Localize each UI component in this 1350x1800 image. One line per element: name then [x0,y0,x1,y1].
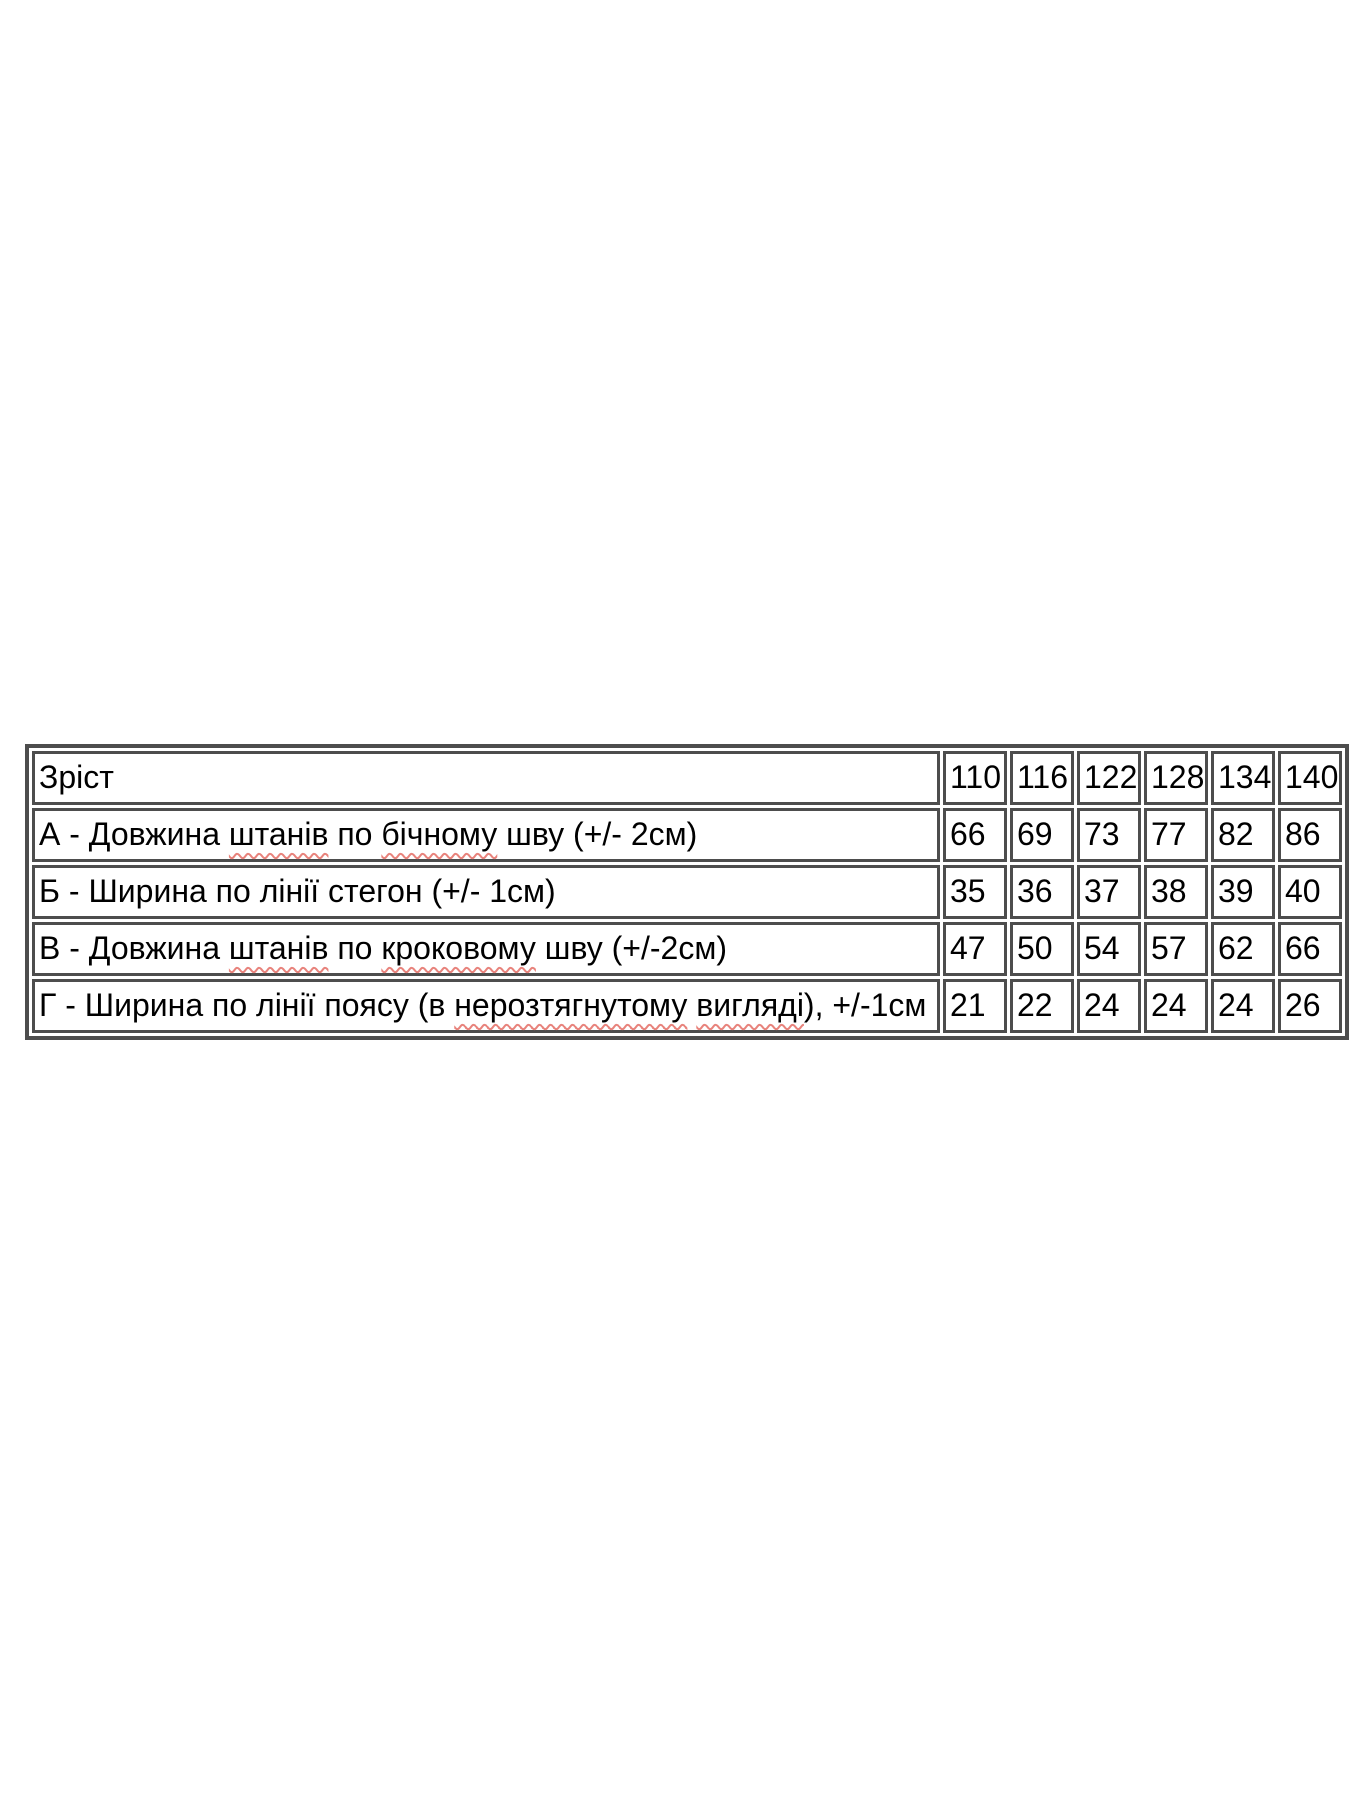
value-cell: 86 [1278,808,1342,862]
misspelled-word: бічному [381,816,498,853]
value-cell: 69 [1010,808,1074,862]
value-cell: 26 [1278,979,1342,1033]
label-text: ), +/-1см [803,987,927,1024]
value-cell: 50 [1010,922,1074,976]
misspelled-word: вигляді [696,987,804,1024]
label-text [687,987,696,1023]
measurement-row [32,922,1342,976]
label-text: А - Довжина [39,816,229,853]
value-cell: 37 [1077,865,1141,919]
height-header-cell: Зріст [32,751,940,805]
value-cell: 47 [943,922,1007,976]
measurement-row [32,865,1342,919]
size-column-header: 134 [1211,751,1275,805]
row-label-cell [32,865,940,919]
size-column-header: 140 [1278,751,1342,805]
label-text: по [328,930,382,967]
value-cell: 66 [943,808,1007,862]
value-cell: 40 [1278,865,1342,919]
row-label-cell [32,808,940,862]
label-text: шву (+/- 2см) [497,816,698,853]
row-label-cell [32,922,940,976]
measurement-row [32,979,1342,1033]
value-cell: 66 [1278,922,1342,976]
value-cell: 24 [1211,979,1275,1033]
label-text: Г - Ширина по лінії поясу (в [39,987,455,1024]
value-cell: 36 [1010,865,1074,919]
value-cell: 38 [1144,865,1208,919]
misspelled-word: кроковому [381,930,536,967]
value-cell: 54 [1077,922,1141,976]
value-cell: 82 [1211,808,1275,862]
size-column-header: 110 [943,751,1007,805]
label-text: Б - Ширина по лінії стегон (+/- 1см) [39,873,556,910]
value-cell: 57 [1144,922,1208,976]
table-header-row [32,751,1342,805]
value-cell: 35 [943,865,1007,919]
size-column-header: 116 [1010,751,1074,805]
label-text: шву (+/-2см) [535,930,727,967]
misspelled-word: нерозтягнутому [454,987,688,1024]
label-text: В - Довжина [39,930,229,967]
label-text: по [328,816,382,853]
size-column-header: 128 [1144,751,1208,805]
measurement-row [32,808,1342,862]
value-cell: 73 [1077,808,1141,862]
size-column-header: 122 [1077,751,1141,805]
value-cell: 21 [943,979,1007,1033]
value-cell: 24 [1077,979,1141,1033]
size-table [25,744,1349,1040]
value-cell: 22 [1010,979,1074,1033]
value-cell: 24 [1144,979,1208,1033]
value-cell: 62 [1211,922,1275,976]
size-table-body [32,751,1342,1033]
misspelled-word: штанів [228,930,329,967]
row-label-cell [32,979,940,1033]
value-cell: 39 [1211,865,1275,919]
misspelled-word: штанів [228,816,329,853]
value-cell: 77 [1144,808,1208,862]
